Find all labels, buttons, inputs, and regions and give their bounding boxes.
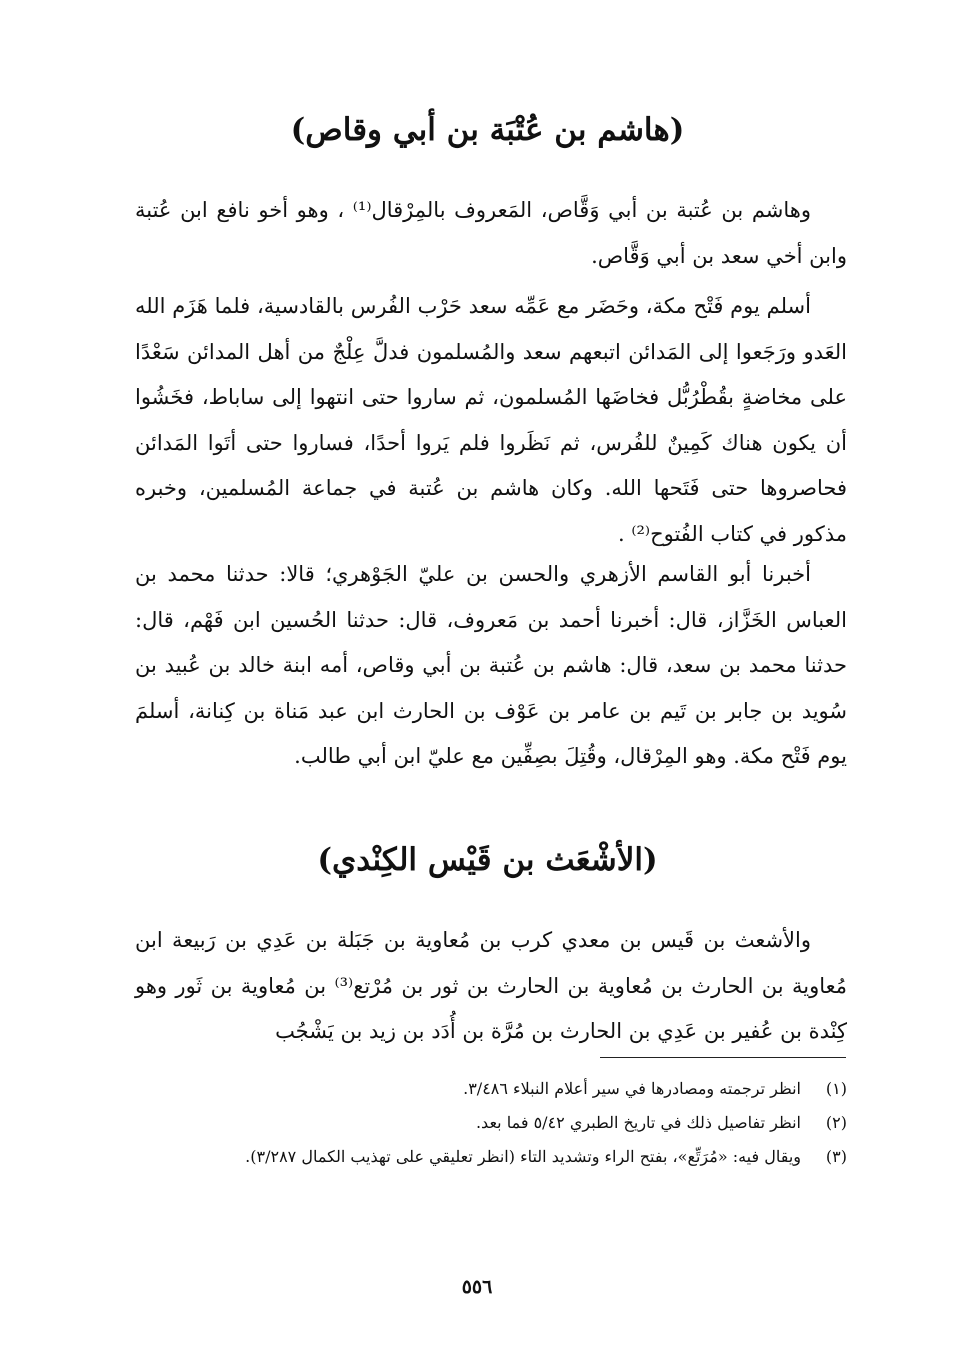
footnote-item	[135, 1106, 847, 1140]
footnote-text: ويقال فيه: «مُرَتِّع»، بفتح الراء وتشديد التاء (انظر تعليقي على تهذيب الكمال ٣/٢٨٧).	[245, 1147, 801, 1166]
section-heading-hashim: (هاشم بن عُتْبَة بن أبي وقاص)	[290, 112, 685, 148]
footnote-text: انظر ترجمته ومصادرها في سير أعلام النبلاء ٣/٤٨٦.	[463, 1079, 801, 1098]
paragraph-text: أسلم يوم فَتْح مكة، وحَضَر مع عَمِّه سعد حَرْب الفُرس بالقادسية، فلما هَزَم الله العَدو ورَجَعوا إلى المَدائن اتبعهم سعد والمُسلمون فدلَّ عِلْجٌ من أهل المدائن سَعْدًا على مخاضةٍ بقُطْرُبُّل فخاضَها المُسلمون، ثم ساروا حتى انتهوا إلى ساباط، فخَشُوا أن يكون هناك كَمِينٌ للفُرس، ثم نَظَروا فلم يَروا أحدًا، فساروا حتى أتَوا المَدائن فحاصروها حتى فَتَحها الله. وكان هاشم بن عُتبة في جماعة المُسلمين، وخبره مذكور في كتاب الفُتوح⁽²⁾ .	[135, 294, 847, 546]
paragraph-hashim-intro	[135, 188, 847, 279]
footnote-number: (١)	[825, 1079, 847, 1098]
footnote-number: (٣)	[825, 1147, 847, 1166]
footnote-divider	[600, 1057, 846, 1058]
footnote-item	[135, 1072, 847, 1106]
section-heading-ashath: (الأشْعَث بن قَيْس الكِنْدي)	[317, 842, 658, 878]
footnote-number: (٢)	[825, 1113, 847, 1132]
paragraph-hashim-conquest	[135, 284, 847, 557]
paragraph-text: وهاشم بن عُتبة بن أبي وَقَّاص، المَعروف بالمِرْقال⁽¹⁾ ، وهو أخو نافع ابن عُتبة وابن أخي سعد بن أبي وَقَّاص.	[135, 198, 847, 268]
footnote-text: انظر تفاصيل ذلك في تاريخ الطبري ٥/٤٢ فما بعد.	[475, 1113, 801, 1132]
footnote-item	[135, 1140, 847, 1174]
paragraph-text: أخبرنا أبو القاسم الأزهري والحسن بن عليّ الجَوْهري؛ قالا: حدثنا محمد بن العباس الخَزَّاز، قال: أخبرنا أحمد بن مَعروف، قال: حدثنا الحُسين ابن فَهْم، قال: حدثنا محمد بن سعد، قال: هاشم بن عُتبة بن أبي وقاص، أمه ابنة خالد بن عُبيد بن سُويد بن جابر بن تَيم بن عامر بن عَوْف بن الحارث ابن عبد مَناة بن كِنانة، أسلمَ يوم فَتْح مكة. وهو المِرْقال، وقُتِلَ بصِفِّين مع عليّ ابن أبي طالب.	[135, 562, 847, 768]
page-number: ٥٥٦	[461, 1276, 493, 1298]
paragraph-ashath-lineage	[135, 918, 847, 1055]
paragraph-text: والأشعث بن قَيس بن معدي كرب بن مُعاوية بن جَبَلة بن عَدِي بن رَبيعة ابن مُعاوية بن الحارث بن مُعاوية بن الحارث بن ثور بن مُرْتع⁽³⁾ بن مُعاوية بن ثَور وهو كِنْدة بن عُفير بن عَدِي بن الحارث بن مُرَّة بن أُدَد بن زيد بن يَشْجُب	[135, 928, 847, 1043]
paragraph-hashim-isnad	[135, 552, 847, 780]
footnotes	[135, 1072, 847, 1174]
